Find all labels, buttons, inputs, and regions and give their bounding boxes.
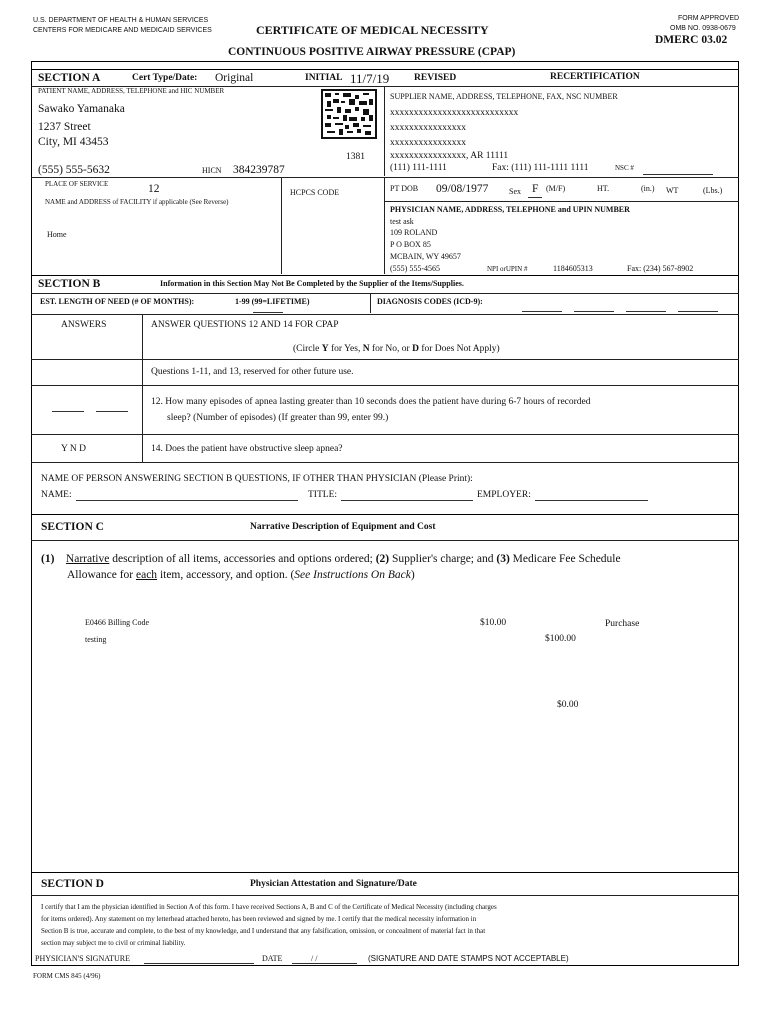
answer-instructions: ANSWER QUESTIONS 12 AND 14 FOR CPAP — [151, 320, 339, 330]
cert-type-value[interactable]: Original — [215, 72, 254, 84]
initial-label: INITIAL — [305, 73, 343, 83]
diagnosis-code-3[interactable] — [626, 311, 666, 312]
signature-date-field[interactable] — [292, 963, 357, 964]
physician-phone[interactable]: (555) 555-4565 — [390, 264, 440, 273]
barcode-image — [321, 89, 377, 139]
dob-label: PT DOB — [390, 184, 419, 193]
hicn-label: HICN — [202, 166, 222, 175]
circle-instructions: (Circle Y for Yes, N for No, or D for Does Not Apply) — [293, 344, 500, 354]
hcpcs-label: HCPCS CODE — [290, 188, 340, 197]
cert-type-label: Cert Type/Date: — [132, 73, 198, 83]
attestation-line-1: I certify that I am the physician identified in Section A of this form. I have received Sections A, B and C of the Certificate of Medical Necessity (including charges — [41, 903, 497, 911]
narrative-instructions: (1) Narrative description of all items, accessories and options ordered; (2) Supplier's charge; and (3) Medicare Fee Schedule — [41, 553, 621, 565]
employer-label: EMPLOYER: — [477, 490, 531, 500]
revised-label: REVISED — [414, 73, 457, 83]
title-field[interactable] — [341, 500, 473, 501]
section-c-label: SECTION C — [41, 521, 104, 533]
date-label: DATE — [262, 954, 283, 963]
medicare-fee[interactable]: $100.00 — [545, 634, 576, 644]
attestation-line-2: for items ordered). Any statement on my letterhead attached hereto, has been reviewed and signed by me. I certify that the medical necessity information in — [41, 915, 477, 923]
form-subtitle: CONTINUOUS POSITIVE AIRWAY PRESSURE (CPAP) — [228, 46, 516, 58]
item-purchase-type[interactable]: Purchase — [605, 619, 640, 629]
dmerc-code: DMERC 03.02 — [655, 34, 728, 46]
diagnosis-code-2[interactable] — [574, 311, 614, 312]
code-1381: 1381 — [346, 152, 365, 162]
wt-label: WT — [666, 186, 679, 195]
sex-value[interactable]: F — [532, 183, 539, 195]
physician-address-3[interactable]: MCBAIN, WY 49657 — [390, 252, 461, 261]
place-of-service-value[interactable]: 12 — [148, 183, 160, 195]
facility-label: NAME and ADDRESS of FACILITY if applicable (See Reverse) — [45, 198, 229, 206]
narrative-instructions-2: Allowance for each item, accessory, and option. (See Instructions On Back) — [67, 569, 415, 581]
item-billing-code[interactable]: E0466 Billing Code — [85, 618, 149, 627]
npi-value[interactable]: 1184605313 — [553, 264, 593, 273]
item-description[interactable]: testing — [85, 635, 107, 644]
name-label: NAME: — [41, 490, 72, 500]
stamps-notice: (SIGNATURE AND DATE STAMPS NOT ACCEPTABLE) — [368, 954, 569, 963]
in-label: (in.) — [641, 184, 655, 193]
section-a-label: SECTION A — [38, 72, 101, 84]
place-of-service-label: PLACE OF SERVICE — [45, 180, 109, 188]
form-title: CERTIFICATE OF MEDICAL NECESSITY — [256, 23, 489, 37]
signature-label: PHYSICIAN'S SIGNATURE — [35, 954, 131, 963]
q12-line-1: 12. How many episodes of apnea lasting greater than 10 seconds does the patient have during 6-7 hours of recorded — [151, 397, 591, 407]
section-c-heading: Narrative Description of Equipment and Cost — [250, 522, 436, 532]
q14-question: 14. Does the patient have obstructive sleep apnea? — [151, 444, 343, 454]
physician-header: PHYSICIAN NAME, ADDRESS, TELEPHONE and UPIN NUMBER — [390, 205, 630, 214]
answers-heading: ANSWERS — [61, 320, 107, 330]
supplier-fax[interactable]: Fax: (111) 111-1111 1111 — [492, 163, 589, 173]
omb-number: OMB NO. 0938-0679 — [670, 25, 736, 32]
npi-label: NPI orUPIN # — [487, 265, 528, 273]
diagnosis-code-1[interactable] — [522, 311, 562, 312]
signature-field[interactable] — [144, 963, 254, 964]
physician-name[interactable]: test ask — [390, 217, 414, 226]
physician-address-1[interactable]: 109 ROLAND — [390, 228, 438, 237]
total-zero[interactable]: $0.00 — [557, 700, 579, 710]
initial-date[interactable]: 11/7/19 — [350, 71, 390, 86]
patient-city[interactable]: City, MI 43453 — [38, 136, 109, 148]
facility-value[interactable]: Home — [47, 230, 67, 239]
supplier-line-4[interactable]: xxxxxxxxxxxxxxxx, AR 11111 — [390, 151, 509, 161]
ht-label: HT. — [597, 184, 610, 193]
est-length-label: EST. LENGTH OF NEED (# OF MONTHS): — [40, 297, 195, 306]
employer-field[interactable] — [535, 500, 648, 501]
est-length-range: 1-99 (99=LIFETIME) — [235, 297, 310, 306]
physician-address-2[interactable]: P O BOX 85 — [390, 240, 431, 249]
supplier-phone[interactable]: (111) 111-1111 — [390, 163, 447, 173]
mf-label: (M/F) — [546, 184, 566, 193]
lbs-label: (Lbs.) — [703, 186, 723, 195]
dept-line-2: CENTERS FOR MEDICARE AND MEDICAID SERVICES — [33, 27, 212, 34]
dob-value[interactable]: 09/08/1977 — [436, 183, 489, 195]
patient-phone[interactable]: (555) 555-5632 — [38, 164, 110, 176]
attestation-line-4: section may subject me to civil or criminal liability. — [41, 939, 186, 947]
diagnosis-label: DIAGNOSIS CODES (ICD-9): — [377, 297, 483, 306]
supplier-line-1[interactable]: xxxxxxxxxxxxxxxxxxxxxxxxxxx — [390, 108, 519, 118]
name-field[interactable] — [76, 500, 298, 501]
patient-header: PATIENT NAME, ADDRESS, TELEPHONE and HIC NUMBER — [38, 87, 225, 95]
section-b-notice: Information in this Section May Not Be Completed by the Supplier of the Items/Supplies. — [160, 279, 464, 288]
item-price[interactable]: $10.00 — [480, 618, 507, 628]
q12-answer-2[interactable] — [96, 411, 128, 412]
est-length-field[interactable] — [253, 312, 283, 313]
q14-answer-options[interactable]: Y N D — [61, 444, 86, 454]
date-slashes: / / — [311, 954, 318, 963]
patient-name[interactable]: Sawako Yamanaka — [38, 103, 125, 115]
reserved-questions: Questions 1-11, and 13, reserved for other future use. — [151, 367, 354, 377]
person-answering-label: NAME OF PERSON ANSWERING SECTION B QUESTIONS, IF OTHER THAN PHYSICIAN (Please Print): — [41, 474, 473, 484]
supplier-header: SUPPLIER NAME, ADDRESS, TELEPHONE, FAX, NSC NUMBER — [390, 92, 618, 101]
dept-line-1: U.S. DEPARTMENT OF HEALTH & HUMAN SERVICES — [33, 17, 209, 24]
physician-fax[interactable]: Fax: (234) 567-8902 — [627, 264, 694, 273]
section-d-heading: Physician Attestation and Signature/Date — [250, 879, 417, 889]
section-b-label: SECTION B — [38, 278, 101, 290]
patient-street[interactable]: 1237 Street — [38, 121, 91, 133]
title-label: TITLE: — [308, 490, 338, 500]
sex-label: Sex — [509, 187, 521, 196]
hicn-value[interactable]: 384239787 — [233, 164, 285, 176]
form-number: FORM CMS 845 (4/96) — [33, 972, 101, 980]
attestation-line-3: Section B is true, accurate and complete, to the best of my knowledge, and I understand that any falsification, omission, or concealment of material fact in that — [41, 927, 486, 935]
recert-label: RECERTIFICATION — [550, 72, 640, 82]
section-d-label: SECTION D — [41, 878, 104, 890]
supplier-line-2[interactable]: xxxxxxxxxxxxxxxx — [390, 123, 466, 133]
diagnosis-code-4[interactable] — [678, 311, 718, 312]
supplier-line-3[interactable]: xxxxxxxxxxxxxxxx — [390, 138, 466, 148]
q12-line-2: sleep? (Number of episodes) (If greater than 99, enter 99.) — [167, 413, 389, 423]
nsc-label: NSC # — [615, 164, 634, 172]
q12-answer-1[interactable] — [52, 411, 84, 412]
form-approved: FORM APPROVED — [678, 15, 740, 22]
